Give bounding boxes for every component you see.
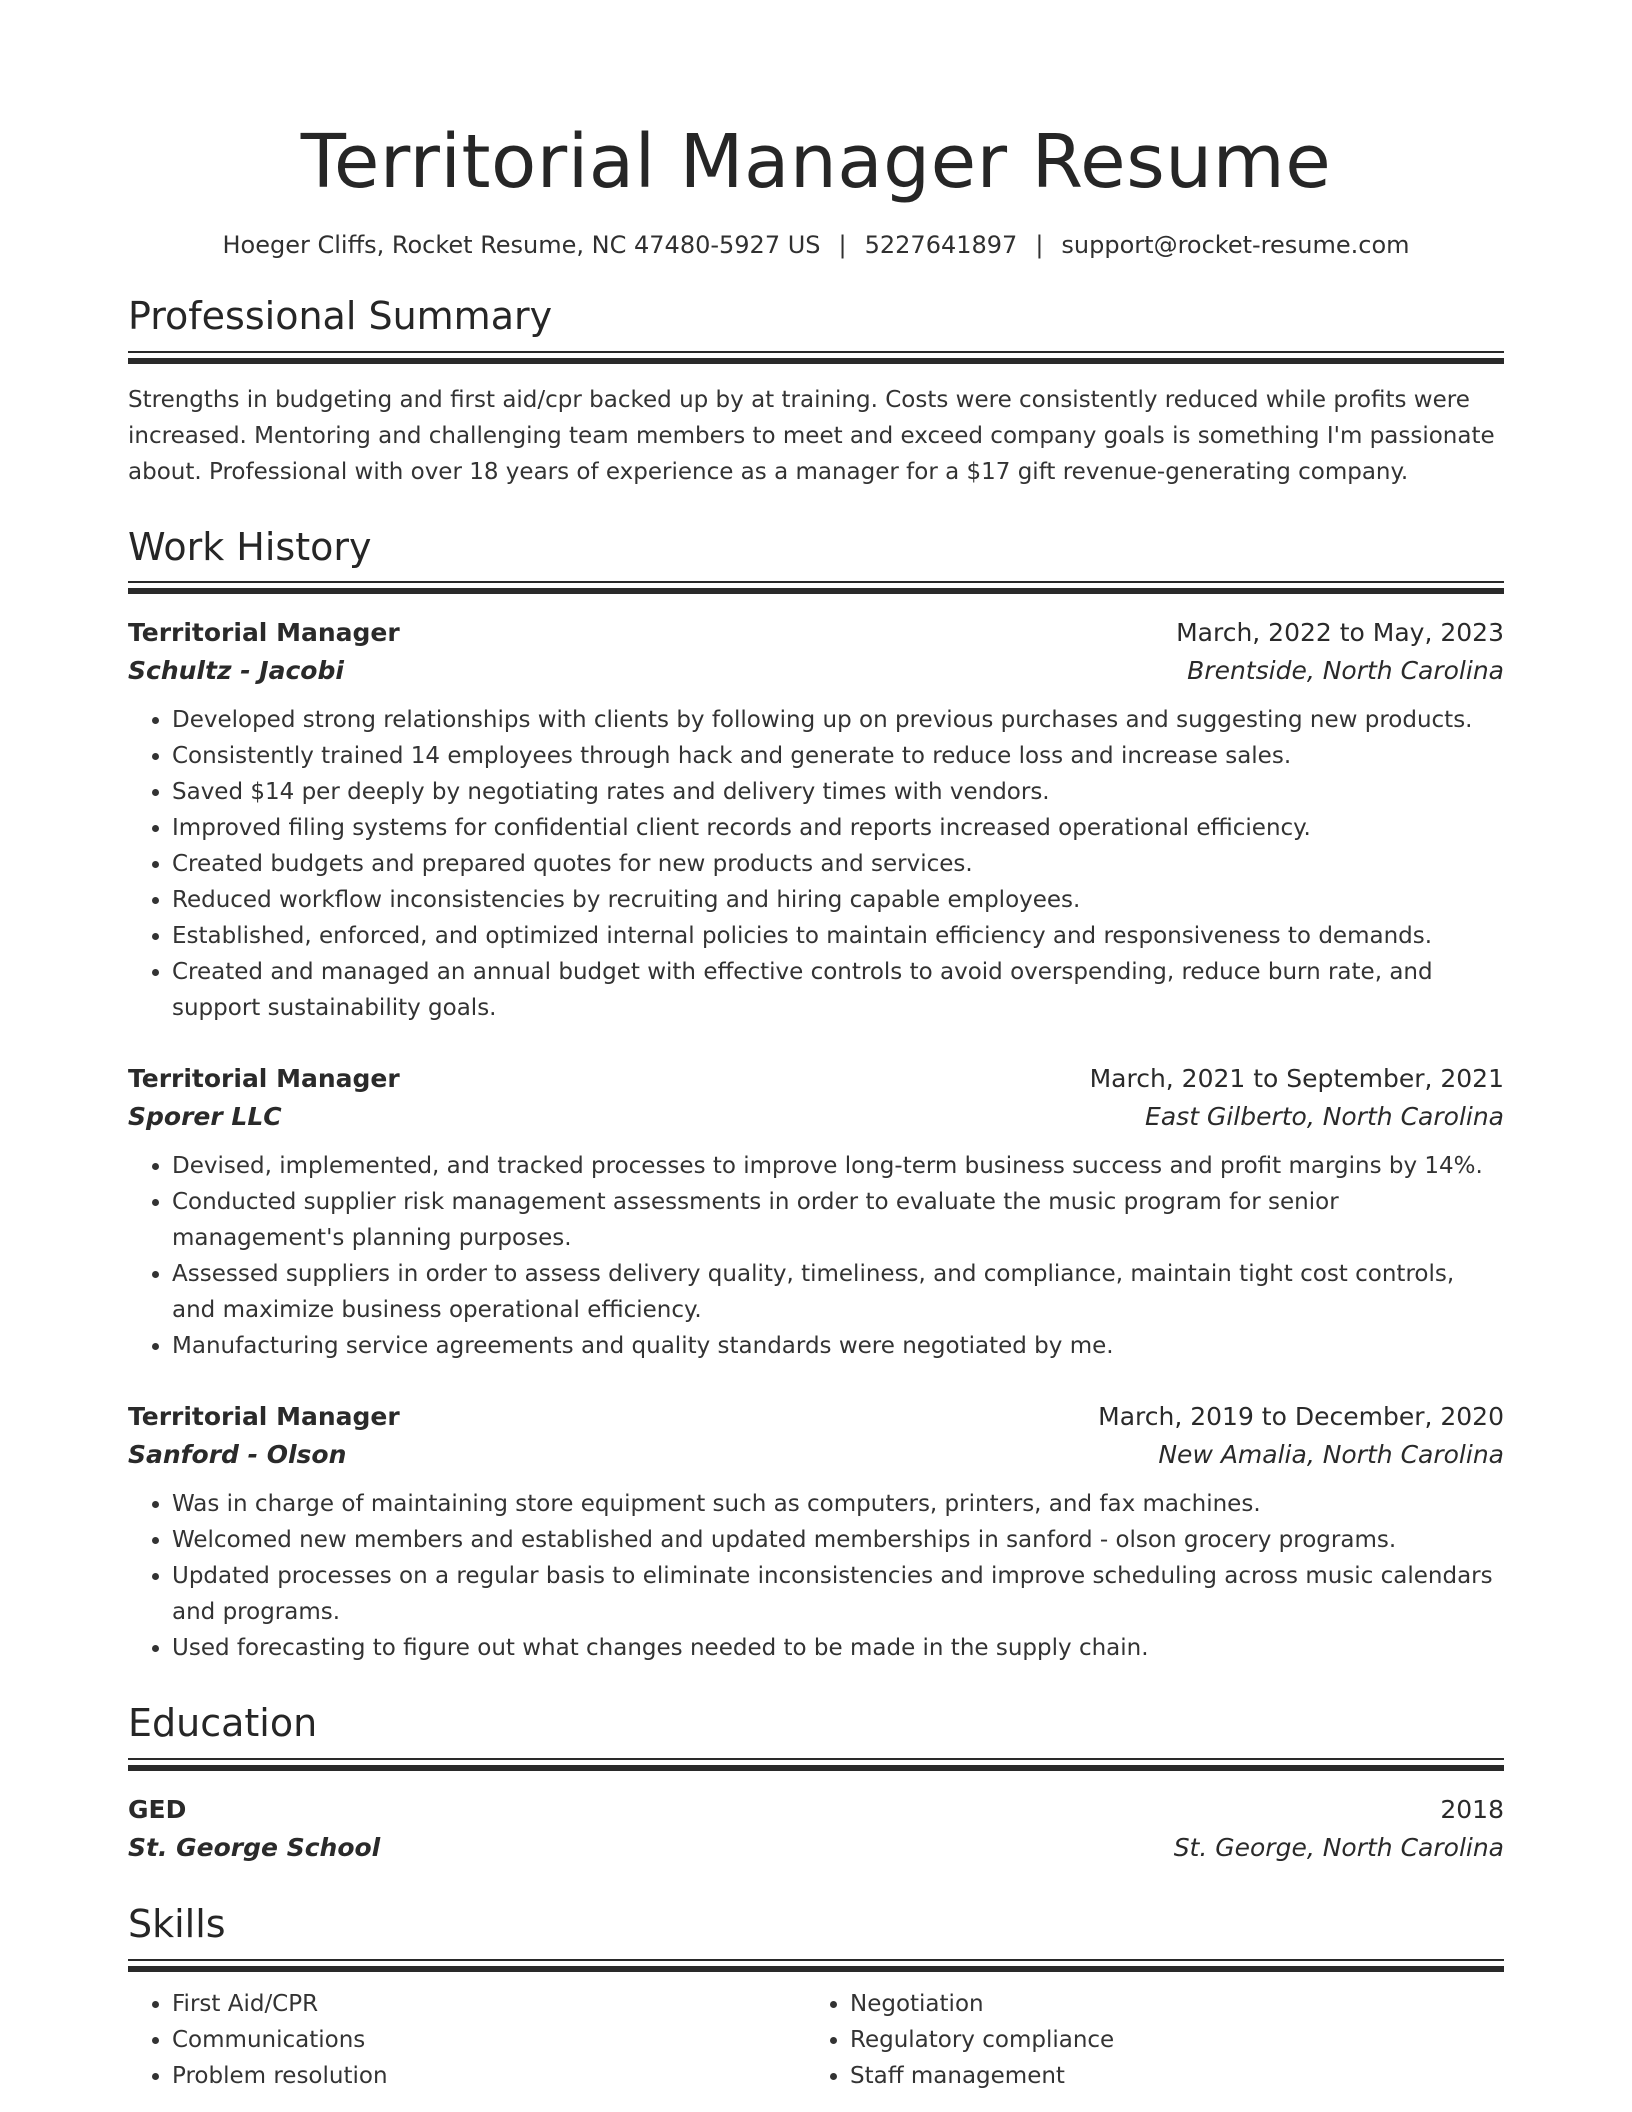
job-location: Brentside, North Carolina bbox=[1187, 656, 1504, 686]
job-bullet: • Conducted supplier risk management assessments in order to evaluate the music program for senior management's planning purposes. bbox=[172, 1184, 1504, 1256]
skills-section bbox=[128, 1903, 1504, 2094]
education-year: 2018 bbox=[1440, 1795, 1504, 1825]
job-title: Territorial Manager bbox=[128, 1402, 400, 1432]
job-bullet: • Created and managed an annual budget with effective controls to avoid overspending, reduce burn rate, and support sustainability goals. bbox=[172, 954, 1504, 1026]
resume-page bbox=[128, 120, 1504, 2094]
resume-title: Territorial Manager Resume bbox=[300, 119, 1332, 205]
contact-separator: | bbox=[1035, 231, 1044, 260]
job-bullet-list bbox=[128, 702, 1504, 1026]
job-title: Territorial Manager bbox=[128, 1064, 400, 1094]
contact-phone: 5227641897 bbox=[864, 231, 1018, 260]
skills-list-right bbox=[806, 1986, 1484, 2094]
job-bullet: • Reduced workflow inconsistencies by recruiting and hiring capable employees. bbox=[172, 882, 1504, 918]
job-bullet: • Was in charge of maintaining store equipment such as computers, printers, and fax machines. bbox=[172, 1486, 1504, 1522]
summary-section bbox=[128, 295, 1504, 490]
education-section bbox=[128, 1702, 1504, 1867]
job-dates: March, 2021 to September, 2021 bbox=[1089, 1064, 1504, 1094]
job-bullet: • Developed strong relationships with clients by following up on previous purchases and suggesting new products. bbox=[172, 702, 1504, 738]
job-dates: March, 2022 to May, 2023 bbox=[1176, 618, 1504, 648]
section-heading-skills: Skills bbox=[128, 1902, 226, 1947]
skill-item: • Communications bbox=[172, 2022, 806, 2058]
job-company: Sporer LLC bbox=[128, 1102, 282, 1132]
summary-text: Strengths in budgeting and first aid/cpr backed up by at training. Costs were consistently reduced while profits were increased. Mentoring and challenging team members to meet and exceed company goals is something I'm passionate about. Professional with over 18 years of experience as a manager for a $17 gift revenue-generating company. bbox=[128, 386, 1495, 485]
section-divider bbox=[128, 1758, 1504, 1771]
section-divider bbox=[128, 1959, 1504, 1972]
education-entry bbox=[128, 1791, 1504, 1867]
job-entry bbox=[128, 1060, 1504, 1364]
job-company: Sanford - Olson bbox=[128, 1440, 347, 1470]
job-bullet: • Manufacturing service agreements and quality standards were negotiated by me. bbox=[172, 1328, 1504, 1364]
job-bullet-list bbox=[128, 1486, 1504, 1666]
job-bullet: • Devised, implemented, and tracked processes to improve long-term business success and profit margins by 14%. bbox=[172, 1148, 1504, 1184]
section-heading-work-history: Work History bbox=[128, 524, 372, 569]
job-bullet: • Consistently trained 14 employees through hack and generate to reduce loss and increase sales. bbox=[172, 738, 1504, 774]
job-bullet: • Used forecasting to figure out what changes needed to be made in the supply chain. bbox=[172, 1630, 1504, 1666]
skill-item: • First Aid/CPR bbox=[172, 1986, 806, 2022]
job-bullet: • Saved $14 per deeply by negotiating rates and delivery times with vendors. bbox=[172, 774, 1504, 810]
job-title: Territorial Manager bbox=[128, 618, 400, 648]
job-entry bbox=[128, 614, 1504, 1026]
education-degree: GED bbox=[128, 1795, 187, 1825]
job-bullet: • Improved filing systems for confidential client records and reports increased operational efficiency. bbox=[172, 810, 1504, 846]
job-bullet-list bbox=[128, 1148, 1504, 1364]
education-location: St. George, North Carolina bbox=[1173, 1833, 1504, 1863]
section-divider bbox=[128, 581, 1504, 594]
skill-item: • Regulatory compliance bbox=[850, 2022, 1484, 2058]
skills-list-left bbox=[128, 1986, 806, 2094]
job-location: New Amalia, North Carolina bbox=[1158, 1440, 1504, 1470]
job-location: East Gilberto, North Carolina bbox=[1145, 1102, 1504, 1132]
job-bullet: • Welcomed new members and established and updated memberships in sanford - olson grocery programs. bbox=[172, 1522, 1504, 1558]
job-dates: March, 2019 to December, 2020 bbox=[1098, 1402, 1504, 1432]
skill-item: • Staff management bbox=[850, 2058, 1484, 2094]
section-divider bbox=[128, 351, 1504, 364]
section-heading-education: Education bbox=[128, 1701, 318, 1746]
job-bullet: • Assessed suppliers in order to assess delivery quality, timeliness, and compliance, maintain tight cost controls, and maximize business operational efficiency. bbox=[172, 1256, 1504, 1328]
skill-item: • Problem resolution bbox=[172, 2058, 806, 2094]
skills-columns bbox=[128, 1986, 1504, 2094]
contact-email[interactable]: support@rocket-resume.com bbox=[1061, 231, 1410, 260]
work-history-section bbox=[128, 526, 1504, 1667]
contact-address: Hoeger Cliffs, Rocket Resume, NC 47480-5927 US bbox=[222, 231, 821, 260]
skill-item: • Negotiation bbox=[850, 1986, 1484, 2022]
job-entry bbox=[128, 1398, 1504, 1666]
job-company: Schultz - Jacobi bbox=[128, 656, 344, 686]
job-bullet: • Updated processes on a regular basis to eliminate inconsistencies and improve scheduling across music calendars and programs. bbox=[172, 1558, 1504, 1630]
contact-line bbox=[128, 231, 1504, 259]
section-heading-summary: Professional Summary bbox=[128, 294, 553, 339]
education-school: St. George School bbox=[128, 1833, 381, 1863]
job-bullet: • Established, enforced, and optimized internal policies to maintain efficiency and responsiveness to demands. bbox=[172, 918, 1504, 954]
contact-separator: | bbox=[838, 231, 847, 260]
job-bullet: • Created budgets and prepared quotes for new products and services. bbox=[172, 846, 1504, 882]
